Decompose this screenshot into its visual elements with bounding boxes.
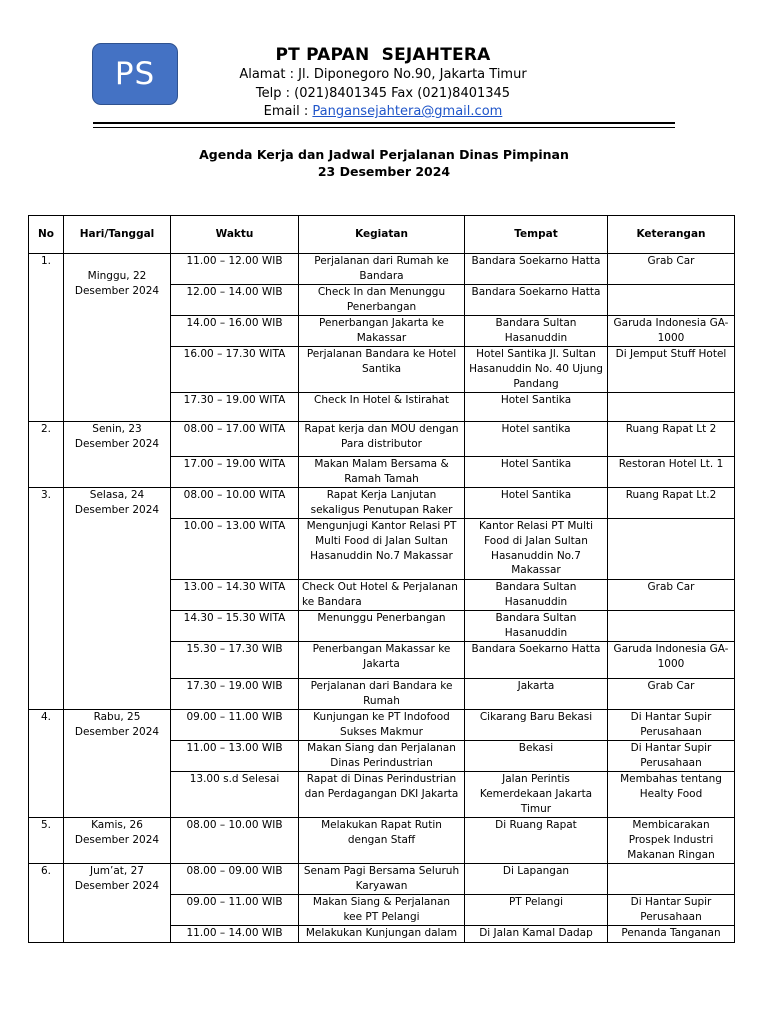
- cell-activity: Penerbangan Jakarta ke Makassar: [299, 316, 465, 347]
- cell-time: 11.00 – 13.00 WIB: [171, 741, 299, 772]
- cell-place: Bekasi: [465, 741, 608, 772]
- cell-note: [608, 393, 735, 422]
- cell-place: Bandara Sultan Hasanuddin: [465, 316, 608, 347]
- cell-time: 13.00 – 14.30 WITA: [171, 580, 299, 611]
- document-heading: [0, 146, 768, 180]
- cell-time: 13.00 s.d Selesai: [171, 772, 299, 818]
- cell-date: Minggu, 22 Desember 2024: [64, 254, 171, 422]
- cell-note: Di Jemput Stuff Hotel: [608, 347, 735, 393]
- cell-time: 17.30 – 19.00 WIB: [171, 679, 299, 710]
- document-date: 23 Desember 2024: [317, 164, 451, 179]
- cell-time: 15.30 – 17.30 WIB: [171, 642, 299, 679]
- cell-place: Hotel santika: [465, 422, 608, 457]
- cell-place: Hotel Santika: [465, 457, 608, 488]
- cell-activity: Kunjungan ke PT Indofood Sukses Makmur: [299, 710, 465, 741]
- cell-note: [608, 285, 735, 316]
- cell-place: Bandara Soekarno Hatta: [465, 285, 608, 316]
- cell-activity: Senam Pagi Bersama Seluruh Karyawan: [299, 864, 465, 895]
- table-row: [29, 422, 735, 457]
- cell-note: Grab Car: [608, 254, 735, 285]
- email-link[interactable]: Pangansejahtera@gmail.com: [312, 104, 503, 119]
- cell-note: Grab Car: [608, 679, 735, 710]
- cell-activity: Perjalanan dari Rumah ke Bandara: [299, 254, 465, 285]
- table-header-row: [29, 216, 735, 254]
- cell-place: Di Jalan Kamal Dadap: [465, 926, 608, 943]
- cell-place: Hotel Santika: [465, 488, 608, 519]
- cell-time: 11.00 – 14.00 WIB: [171, 926, 299, 943]
- cell-note: Di Hantar Supir Perusahaan: [608, 741, 735, 772]
- email-label: Email :: [263, 104, 313, 119]
- letterhead-divider-thin: [93, 127, 675, 128]
- cell-place: Bandara Soekarno Hatta: [465, 254, 608, 285]
- column-header: Kegiatan: [299, 216, 465, 254]
- cell-note: Di Hantar Supir Perusahaan: [608, 895, 735, 926]
- cell-date: Senin, 23 Desember 2024: [64, 422, 171, 488]
- cell-time: 16.00 – 17.30 WITA: [171, 347, 299, 393]
- cell-activity: Melakukan Kunjungan dalam: [299, 926, 465, 943]
- cell-note: Ruang Rapat Lt 2: [608, 422, 735, 457]
- table-row: [29, 254, 735, 285]
- cell-time: 08.00 – 10.00 WIB: [171, 818, 299, 864]
- company-phone: Telp : (021)8401345 Fax (021)8401345: [255, 85, 511, 101]
- cell-activity: Perjalanan Bandara ke Hotel Santika: [299, 347, 465, 393]
- cell-note: Restoran Hotel Lt. 1: [608, 457, 735, 488]
- cell-time: 12.00 – 14.00 WIB: [171, 285, 299, 316]
- cell-no: 1.: [29, 254, 64, 422]
- cell-place: Di Ruang Rapat: [465, 818, 608, 864]
- column-header: Waktu: [171, 216, 299, 254]
- column-header: Hari/Tanggal: [64, 216, 171, 254]
- table-row: [29, 488, 735, 519]
- cell-note: Ruang Rapat Lt.2: [608, 488, 735, 519]
- cell-note: Di Hantar Supir Perusahaan: [608, 710, 735, 741]
- cell-place: Di Lapangan: [465, 864, 608, 895]
- letterhead: [200, 44, 566, 122]
- cell-note: Penanda Tanganan: [608, 926, 735, 943]
- column-header: Keterangan: [608, 216, 735, 254]
- cell-activity: Check Out Hotel & Perjalanan ke Bandara: [299, 580, 465, 611]
- letterhead-divider-thick: [93, 122, 675, 124]
- company-address: Alamat : Jl. Diponegoro No.90, Jakarta Timur: [239, 67, 527, 82]
- cell-no: 2.: [29, 422, 64, 488]
- company-logo: [92, 43, 178, 105]
- cell-date: Jum’at, 27 Desember 2024: [64, 864, 171, 943]
- cell-place: Jalan Perintis Kemerdekaan Jakarta Timur: [465, 772, 608, 818]
- cell-time: 08.00 – 09.00 WIB: [171, 864, 299, 895]
- cell-note: Membahas tentang Healty Food: [608, 772, 735, 818]
- cell-note: Garuda Indonesia GA-1000: [608, 316, 735, 347]
- cell-place: Bandara Soekarno Hatta: [465, 642, 608, 679]
- cell-time: 11.00 – 12.00 WIB: [171, 254, 299, 285]
- cell-activity: Mengunjugi Kantor Relasi PT Multi Food di Jalan Sultan Hasanuddin No.7 Makassar: [299, 519, 465, 580]
- cell-date: Rabu, 25 Desember 2024: [64, 710, 171, 818]
- table-row: [29, 864, 735, 895]
- cell-no: 3.: [29, 488, 64, 710]
- cell-time: 17.30 – 19.00 WITA: [171, 393, 299, 422]
- cell-place: Hotel Santika Jl. Sultan Hasanuddin No. 40 Ujung Pandang: [465, 347, 608, 393]
- cell-activity: Rapat di Dinas Perindustrian dan Perdagangan DKI Jakarta: [299, 772, 465, 818]
- cell-place: Bandara Sultan Hasanuddin: [465, 580, 608, 611]
- cell-activity: Check In Hotel & Istirahat: [299, 393, 465, 422]
- cell-date: Selasa, 24 Desember 2024: [64, 488, 171, 710]
- table-row: [29, 818, 735, 864]
- cell-place: Bandara Sultan Hasanuddin: [465, 611, 608, 642]
- table-row: [29, 710, 735, 741]
- cell-activity: Makan Siang & Perjalanan kee PT Pelangi: [299, 895, 465, 926]
- cell-no: 5.: [29, 818, 64, 864]
- cell-activity: Penerbangan Makassar ke Jakarta: [299, 642, 465, 679]
- cell-place: Cikarang Baru Bekasi: [465, 710, 608, 741]
- cell-activity: Menunggu Penerbangan: [299, 611, 465, 642]
- cell-activity: Perjalanan dari Bandara ke Rumah: [299, 679, 465, 710]
- cell-place: Kantor Relasi PT Multi Food di Jalan Sultan Hasanuddin No.7 Makassar: [465, 519, 608, 580]
- cell-activity: Melakukan Rapat Rutin dengan Staff: [299, 818, 465, 864]
- cell-note: Grab Car: [608, 580, 735, 611]
- cell-time: 17.00 – 19.00 WITA: [171, 457, 299, 488]
- cell-no: 4.: [29, 710, 64, 818]
- cell-activity: Check In dan Menunggu Penerbangan: [299, 285, 465, 316]
- cell-note: [608, 519, 735, 580]
- cell-activity: Makan Malam Bersama & Ramah Tamah: [299, 457, 465, 488]
- column-header: Tempat: [465, 216, 608, 254]
- cell-place: PT Pelangi: [465, 895, 608, 926]
- cell-activity: Rapat Kerja Lanjutan sekaligus Penutupan Raker: [299, 488, 465, 519]
- cell-place: Jakarta: [465, 679, 608, 710]
- cell-time: 08.00 – 17.00 WITA: [171, 422, 299, 457]
- cell-note: [608, 611, 735, 642]
- agenda-body: [29, 254, 735, 943]
- cell-time: 09.00 – 11.00 WIB: [171, 895, 299, 926]
- cell-place: Hotel Santika: [465, 393, 608, 422]
- document-title: Agenda Kerja dan Jadwal Perjalanan Dinas Pimpinan: [199, 147, 569, 162]
- cell-activity: Makan Siang dan Perjalanan Dinas Perindustrian: [299, 741, 465, 772]
- cell-time: 14.00 – 16.00 WIB: [171, 316, 299, 347]
- cell-note: Membicarakan Prospek Industri Makanan Ringan: [608, 818, 735, 864]
- cell-time: 09.00 – 11.00 WIB: [171, 710, 299, 741]
- cell-note: Garuda Indonesia GA-1000: [608, 642, 735, 679]
- cell-date: Kamis, 26 Desember 2024: [64, 818, 171, 864]
- cell-time: 14.30 – 15.30 WITA: [171, 611, 299, 642]
- cell-time: 10.00 – 13.00 WITA: [171, 519, 299, 580]
- logo-text: PS: [114, 56, 156, 92]
- cell-time: 08.00 – 10.00 WITA: [171, 488, 299, 519]
- cell-activity: Rapat kerja dan MOU dengan Para distributor: [299, 422, 465, 457]
- company-email-line: [200, 103, 566, 122]
- column-header: No: [29, 216, 64, 254]
- cell-note: [608, 864, 735, 895]
- company-name: PT PAPAN SEJAHTERA: [275, 45, 491, 65]
- agenda-table: [28, 215, 735, 943]
- cell-no: 6.: [29, 864, 64, 943]
